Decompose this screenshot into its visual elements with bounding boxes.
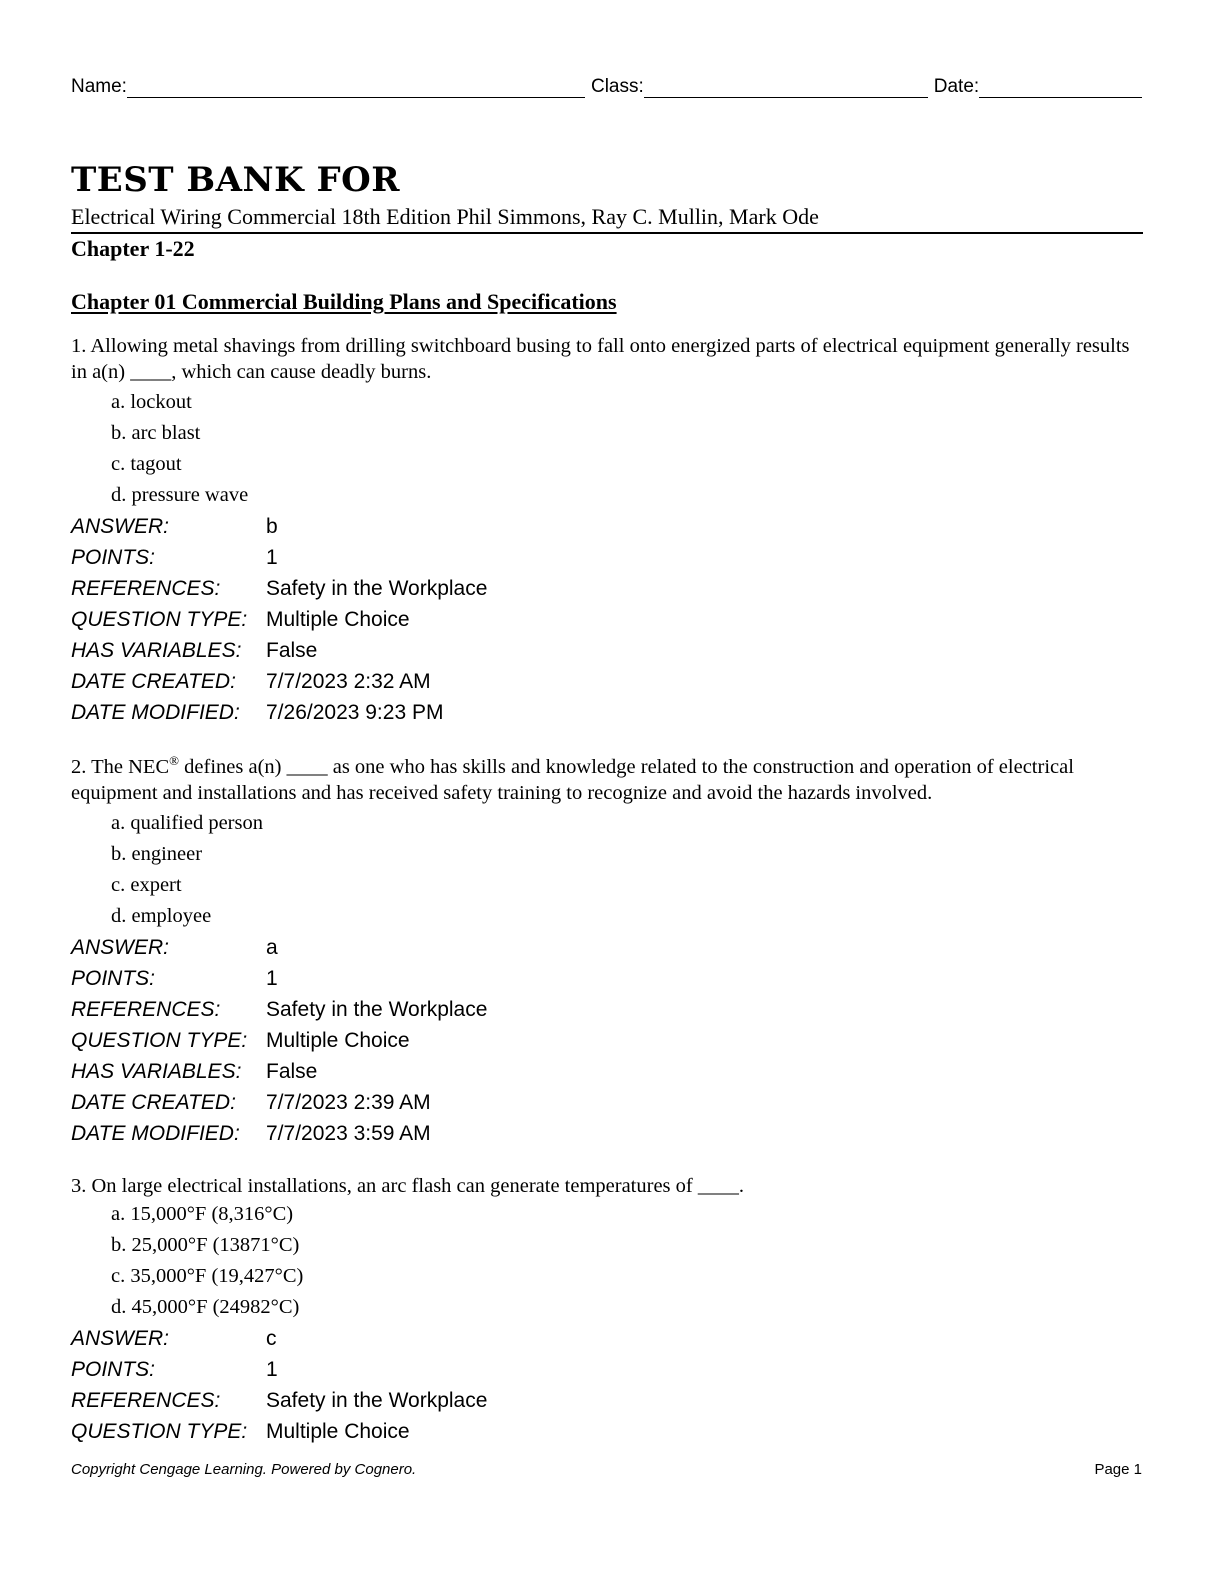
question-type-value: Multiple Choice	[266, 1029, 410, 1052]
question-type-row	[71, 1025, 1145, 1056]
has-variables-value: False	[266, 1060, 318, 1083]
option-d: d. 45,000°F (24982°C)	[111, 1296, 300, 1318]
answer-label: ANSWER:	[71, 515, 170, 538]
question-2	[71, 754, 1145, 1149]
points-label: POINTS:	[71, 967, 156, 990]
page-number: Page 1	[1094, 1461, 1142, 1478]
has-variables-value: False	[266, 639, 318, 662]
registered-mark: ®	[169, 753, 180, 769]
question-stem: 1. Allowing metal shavings from drilling switchboard busing to fall onto energized parts of electrical equipment generally results in a(n) ____, which can cause deadly burns.	[71, 335, 1130, 383]
references-label: REFERENCES:	[71, 1389, 221, 1412]
option-c: c. 35,000°F (19,427°C)	[111, 1265, 304, 1287]
page-footer	[71, 1460, 1142, 1480]
option-a: a. 15,000°F (8,316°C)	[111, 1203, 294, 1225]
date-label: Date:	[933, 76, 980, 97]
option-d: d. employee	[111, 905, 212, 927]
option-c: c. expert	[111, 874, 182, 896]
references-value: Safety in the Workplace	[266, 577, 488, 600]
question-type-value: Multiple Choice	[266, 608, 410, 631]
option-a: a. qualified person	[111, 812, 263, 834]
option-b: b. engineer	[111, 843, 203, 865]
date-blank	[979, 75, 1142, 98]
question-3	[71, 1173, 1145, 1447]
date-created-row	[71, 666, 1145, 697]
question-type-value: Multiple Choice	[266, 1420, 410, 1443]
answer-row	[71, 932, 1145, 963]
has-variables-label: HAS VARIABLES:	[71, 1060, 242, 1083]
question-metadata	[71, 932, 1145, 1149]
has-variables-row	[71, 635, 1145, 666]
date-modified-row	[71, 697, 1145, 728]
option-a: a. lockout	[111, 391, 192, 413]
question-stem	[71, 754, 1145, 806]
date-modified-label: DATE MODIFIED:	[71, 1122, 240, 1145]
points-value: 1	[266, 967, 278, 990]
answer-row	[71, 511, 1145, 542]
question-type-label: QUESTION TYPE:	[71, 1420, 248, 1443]
references-row	[71, 573, 1145, 604]
question-type-row	[71, 604, 1145, 635]
stem-rest: defines a(n) ____ as one who has skills and knowledge related to the construction and operation of electrical equipment and installations and has received safety training to recognize and avoid the hazards involved.	[71, 756, 1074, 804]
points-value: 1	[266, 1358, 278, 1381]
points-row	[71, 1354, 1145, 1385]
references-value: Safety in the Workplace	[266, 998, 488, 1021]
date-modified-value: 7/26/2023 9:23 PM	[266, 701, 444, 724]
stem-start: 2. The NEC	[71, 756, 170, 778]
option-b: b. arc blast	[111, 422, 201, 444]
answer-value: c	[266, 1327, 277, 1350]
student-info-header	[71, 70, 1142, 98]
references-label: REFERENCES:	[71, 998, 221, 1021]
question-1	[71, 333, 1145, 728]
document-title: TEST BANK FOR	[71, 160, 401, 200]
points-label: POINTS:	[71, 546, 156, 569]
chapter-heading: Chapter 01 Commercial Building Plans and Specifications	[71, 289, 617, 314]
date-modified-label: DATE MODIFIED:	[71, 701, 240, 724]
points-value: 1	[266, 546, 278, 569]
answer-value: b	[266, 515, 278, 538]
date-created-row	[71, 1087, 1145, 1118]
answer-row	[71, 1323, 1145, 1354]
has-variables-row	[71, 1056, 1145, 1087]
date-created-value: 7/7/2023 2:32 AM	[266, 670, 431, 693]
points-row	[71, 542, 1145, 573]
date-modified-row	[71, 1118, 1145, 1149]
name-blank	[127, 75, 585, 98]
references-row	[71, 994, 1145, 1025]
date-created-value: 7/7/2023 2:39 AM	[266, 1091, 431, 1114]
answer-options	[71, 808, 1145, 932]
date-created-label: DATE CREATED:	[71, 1091, 236, 1114]
question-type-label: QUESTION TYPE:	[71, 1029, 248, 1052]
copyright-text: Copyright Cengage Learning. Powered by Cognero.	[71, 1461, 417, 1478]
date-modified-value: 7/7/2023 3:59 AM	[266, 1122, 431, 1145]
references-label: REFERENCES:	[71, 577, 221, 600]
document-subtitle: Electrical Wiring Commercial 18th Edition Phil Simmons, Ray C. Mullin, Mark Ode	[71, 203, 1143, 234]
option-b: b. 25,000°F (13871°C)	[111, 1234, 300, 1256]
question-metadata	[71, 1323, 1145, 1447]
class-blank	[644, 75, 928, 98]
question-stem: 3. On large electrical installations, an arc flash can generate temperatures of ____.	[71, 1175, 744, 1197]
references-value: Safety in the Workplace	[266, 1389, 488, 1412]
option-c: c. tagout	[111, 453, 182, 475]
answer-value: a	[266, 936, 278, 959]
has-variables-label: HAS VARIABLES:	[71, 639, 242, 662]
option-d: d. pressure wave	[111, 484, 249, 506]
name-label: Name:	[71, 76, 127, 97]
answer-options	[71, 1199, 1145, 1323]
answer-label: ANSWER:	[71, 1327, 170, 1350]
question-type-row	[71, 1416, 1145, 1447]
answer-label: ANSWER:	[71, 936, 170, 959]
class-label: Class:	[590, 76, 644, 97]
references-row	[71, 1385, 1145, 1416]
chapter-range: Chapter 1-22	[71, 236, 195, 261]
date-created-label: DATE CREATED:	[71, 670, 236, 693]
answer-options	[71, 387, 1145, 511]
points-label: POINTS:	[71, 1358, 156, 1381]
question-metadata	[71, 511, 1145, 728]
points-row	[71, 963, 1145, 994]
question-type-label: QUESTION TYPE:	[71, 608, 248, 631]
